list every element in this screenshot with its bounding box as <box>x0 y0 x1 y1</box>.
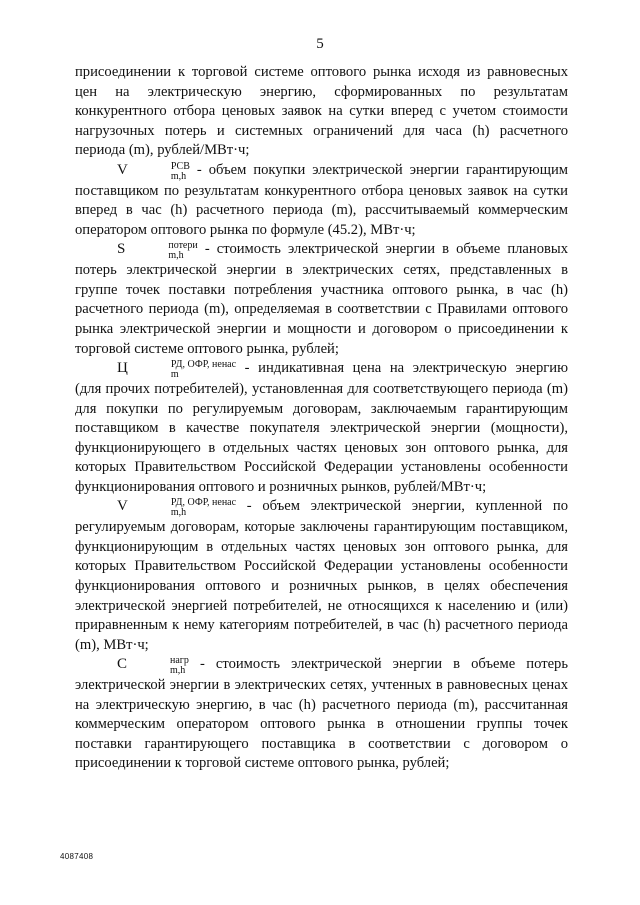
symbol-superscript: РД, ОФР, ненас <box>170 359 237 371</box>
document-id: 4087408 <box>60 852 94 861</box>
symbol-base: V <box>117 161 128 178</box>
definition-c-rd-ofr <box>75 359 568 497</box>
paragraph-continuation: присоединении к торговой системе оптового рынка исходя из равновесных цен на электрическую энергию, сформированных по результатам конкурентного отбора ценовых заявок на сутки вперед с учетом стоимости нагрузочных потерь и системных ограничений для часа (h) расчетного периода (m), рублей/МВт·ч; <box>75 64 568 159</box>
definition-text: - стоимость электрической энергии в объеме потерь электрической энергии в электрических сетях, учтенных в равновесных ценах на электрическую энергию, в час (h) расчетного периода (m), рассчитанная коммерческим оператором оптового рынка в отношении группы точек поставки гарантирующего поставщика в соответствии с договором о присоединении к торговой системе оптового рынка, рублей; <box>75 656 568 772</box>
document-body <box>75 63 568 774</box>
formula-symbol <box>117 160 190 182</box>
definition-text: - стоимость электрической энергии в объеме плановых потерь электрической энергии в электрических сетях, представленных в группе точек поставки потребления участника оптового рынка, в час (h) расчетного периода (m), определяемая в соответствии с Правилами оптового рынка электрической энергии и мощности и договором о присоединении к торговой системе оптового рынка, рублей; <box>75 241 568 357</box>
formula-symbol <box>117 359 237 381</box>
symbol-subscript: m,h <box>168 250 184 262</box>
symbol-superscript: нагр <box>170 655 189 667</box>
symbol-base: С <box>117 656 128 673</box>
page-number: 5 <box>316 36 324 52</box>
formula-symbol <box>117 497 237 519</box>
symbol-subscript: m,h <box>170 170 187 182</box>
symbol-base: S <box>117 241 126 258</box>
symbol-subscript: m <box>170 369 179 381</box>
formula-symbol <box>117 240 198 262</box>
symbol-subscript: m,h <box>170 507 187 519</box>
symbol-subscript: m,h <box>170 665 186 677</box>
symbol-superscript: РД, ОФР, ненас <box>170 497 237 509</box>
definition-v-rd-ofr <box>75 497 568 655</box>
definition-text: - индикативная цена на электрическую энергию (для прочих потребителей), установленная для соответствующего периода (m) для покупки по регулируемым договорам, заключаемым гарантирующим поставщиком в качестве покупателя электрической энергии (мощности), функционирующего в отдельных частях ценовых зон оптового рынка, для которых Правительством Российской Федерации установлены особенности функционирования оптового и розничных рынков, рублей/МВт·ч; <box>75 360 568 495</box>
definition-text: - объем электрической энергии, купленной по регулируемым договорам, которые заключены гарантирующим поставщиком, функционирующим в отдельных частях ценовых зон оптового рынка, для которых Правительством Российской Федерации установлены особенности функционирования оптового и розничных рынков, в целях обеспечения электрической энергией потребителей, не относящихся к населению и (или) приравненным к нему категориям потребителей, в час (h) расчетного периода (m), МВт·ч; <box>75 498 568 653</box>
definition-c-nagr <box>75 655 568 774</box>
definition-text: - объем покупки электрической энергии гарантирующим поставщиком по результатам конкурентного отбора ценовых заявок на сутки вперед в час (h) расчетного периода (m), рассчитываемый коммерческим оператором оптового рынка по формуле (45.2), МВт·ч; <box>75 161 568 238</box>
definition-v-rsv <box>75 161 568 241</box>
formula-symbol <box>117 655 189 677</box>
definition-s-poteri <box>75 240 568 359</box>
symbol-base: V <box>117 498 128 515</box>
symbol-superscript: потери <box>168 240 198 252</box>
symbol-superscript: РСВ <box>170 160 190 172</box>
symbol-base: Ц <box>117 360 128 377</box>
